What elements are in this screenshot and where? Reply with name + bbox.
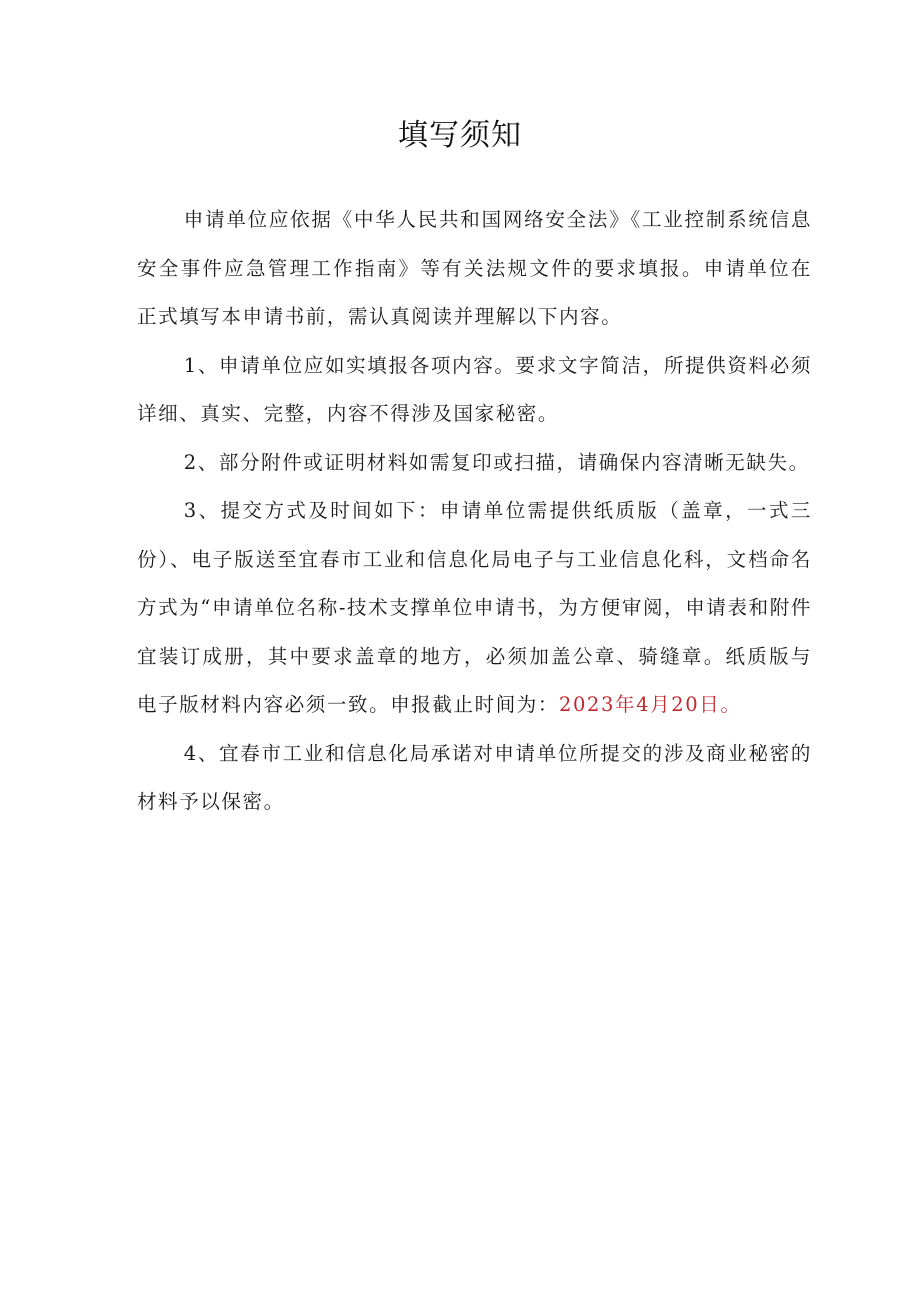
page-title: 填写须知 [398, 118, 522, 153]
item-3-paragraph [137, 487, 812, 730]
deadline-date: 2023年4月20日。 [559, 693, 742, 716]
item-1-paragraph: 1、申请单位应如实填报各项内容。要求文字简洁，所提供资料必须详细、真实、完整，内容不得涉及国家秘密。 [137, 353, 812, 425]
intro-paragraph: 申请单位应依据《中华人民共和国网络安全法》《工业控制系统信息安全事件应急管理工作指南》等有关法规文件的要求填报。申请单位在正式填写本申请书前，需认真阅读并理解以下内容。 [137, 208, 812, 328]
item-4-paragraph: 4、宜春市工业和信息化局承诺对申请单位所提交的涉及商业秘密的材料予以保密。 [137, 741, 812, 813]
item-2-paragraph: 2、部分附件或证明材料如需复印或扫描，请确保内容清晰无缺失。 [183, 450, 810, 474]
notice-body [137, 196, 812, 827]
item-3-text: 3、提交方式及时间如下：申请单位需提供纸质版（盖章，一式三份）、电子版送至宜春市工业和信息化局电子与工业信息化科，文档命名方式为“申请单位名称-技术支撑单位申请书，为方便审阅，申请表和附件宜装订成册，其中要求盖章的地方，必须加盖公章、骑缝章。纸质版与电子版材料内容必须一致。申报截止时间为： [137, 499, 812, 716]
